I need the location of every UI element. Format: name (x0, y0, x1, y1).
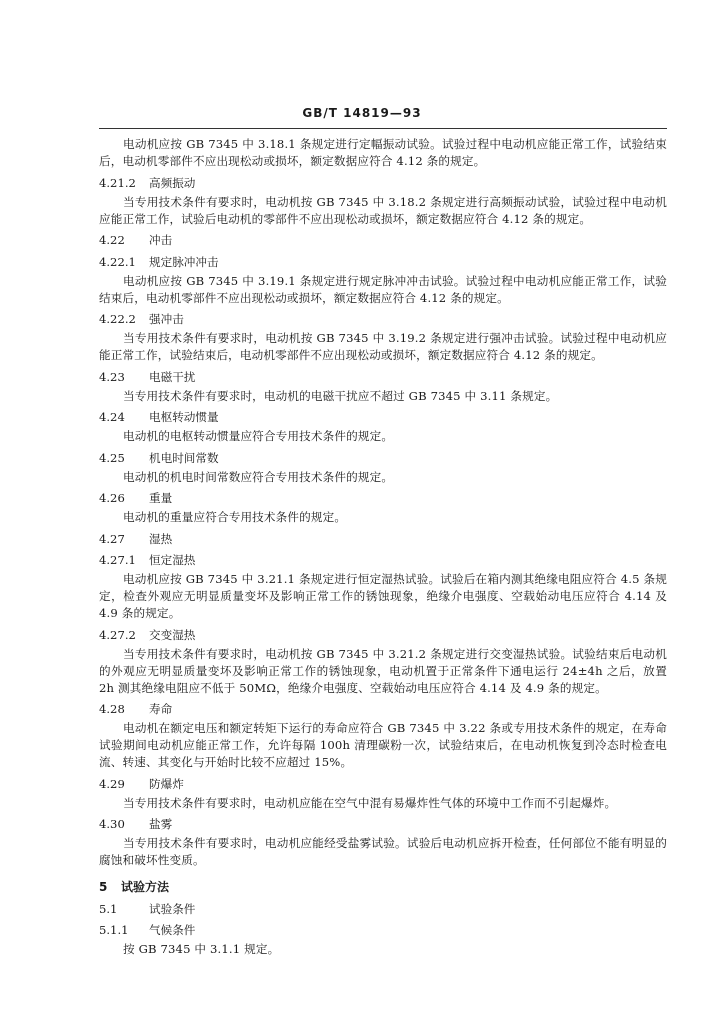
heading-number: 5.1.1 (99, 923, 129, 937)
heading-number: 4.27.1 (99, 553, 136, 567)
paragraph-4-29: 当专用技术条件有要求时，电动机应能在空气中混有易爆炸性气体的环境中工作而不引起爆炸。 (123, 795, 617, 810)
paragraph-4-24: 电动机的电枢转动惯量应符合专用技术条件的规定。 (123, 429, 394, 443)
heading-title: 盐雾 (149, 817, 173, 831)
heading-number: 4.22 (99, 233, 125, 247)
heading-4-27-1 (99, 552, 667, 569)
heading-4-24 (99, 409, 667, 426)
heading-title: 高频振动 (149, 175, 196, 190)
heading-4-23 (99, 369, 667, 386)
paragraph-4-30: 当专用技术条件有要求时，电动机应能经受盐雾试验。试验后电动机应拆开检查，任何部位不能有明显的腐蚀和破坏性变质。 (99, 836, 667, 867)
heading-4-22-2 (99, 311, 667, 328)
paragraph-4-28: 电动机在额定电压和额定转矩下运行的寿命应符合 GB 7345 中 3.22 条或专用技术条件的规定，在寿命试验期间电动机应能正常工作，允许每隔 100h 清理碳粉一次，试验结束后，在电动机恢复到冷态时检查电流、转速、其变化与开始时比较不应超过 15%。 (99, 721, 667, 769)
heading-title: 机电时间常数 (149, 450, 219, 465)
paragraph-4-22-2: 当专用技术条件有要求时，电动机按 GB 7345 中 3.19.2 条规定进行强冲击试验。试验过程中电动机应能正常工作，试验结束后，电动机零部件不应出现松动或损坏，额定数据应符合 4.12 条的规定。 (99, 331, 667, 362)
heading-4-26 (99, 490, 667, 507)
heading-4-22-1 (99, 254, 667, 271)
heading-title: 试验条件 (149, 901, 196, 916)
document-body (99, 136, 667, 958)
heading-title: 重量 (149, 491, 173, 505)
heading-title: 电枢转动惯量 (149, 410, 219, 424)
heading-title: 气候条件 (149, 923, 196, 937)
paragraph-4-22-1: 电动机应按 GB 7345 中 3.19.1 条规定进行规定脉冲冲击试验。试验过程中电动机应能正常工作，试验结束后，电动机零部件不应出现松动或损坏，额定数据应符合 4.12 条的规定。 (99, 273, 667, 305)
header-divider (99, 128, 667, 129)
heading-4-29 (99, 776, 667, 793)
page-header: GB/T 14819—93 (302, 106, 422, 120)
heading-4-21-2 (99, 175, 667, 192)
heading-number: 4.27 (99, 531, 125, 546)
paragraph-4-25: 电动机的机电时间常数应符合专用技术条件的规定。 (123, 469, 394, 484)
heading-title: 寿命 (149, 702, 173, 716)
heading-4-22 (99, 232, 667, 249)
heading-title: 强冲击 (149, 312, 184, 326)
heading-number: 4.23 (99, 369, 125, 384)
heading-number: 4.30 (99, 817, 125, 831)
heading-4-30 (99, 816, 667, 833)
paragraph-4-21-1: 电动机应按 GB 7345 中 3.18.1 条规定进行定幅振动试验。试验过程中电动机应能正常工作，试验结束后，电动机零部件不应出现松动或损坏，额定数据应符合 4.12 条的规定。 (99, 137, 667, 168)
paragraph-4-21-2: 当专用技术条件有要求时，电动机按 GB 7345 中 3.18.2 条规定进行高频振动试验，试验过程中电动机应能正常工作，试验后电动机的零部件不应出现松动或损坏，额定数据应符合 4.12 条的规定。 (99, 194, 667, 226)
heading-4-25 (99, 450, 667, 467)
heading-5-1 (99, 901, 667, 918)
heading-5-1-1 (99, 922, 667, 939)
paragraph-4-27-1: 电动机应按 GB 7345 中 3.21.1 条规定进行恒定湿热试验。试验后在箱内测其绝缘电阻应符合 4.5 条规定，检查外观应无明显质量变坏及影响正常工作的锈蚀现象，绝缘介电强度、空载始动电压应符合 4.14 及 4.9 条的规定。 (99, 572, 667, 620)
heading-number: 4.22.1 (99, 254, 136, 269)
heading-number: 5.1 (99, 901, 118, 916)
paragraph-4-27-2: 当专用技术条件有要求时，电动机按 GB 7345 中 3.21.2 条规定进行交变湿热试验。试验结束后电动机的外观应无明显质量变坏及影响正常工作的锈蚀现象，电动机置于正常条件下通电运行 24±4h 之后，放置 2h 测其绝缘电阻应不低于 50MΩ，绝缘介电强度、空载始动电压应符合 4.14 及 4.9 条的规定。 (99, 646, 667, 695)
paragraph-4-23: 当专用技术条件有要求时，电动机的电磁干扰应不超过 GB 7345 中 3.11 条规定。 (123, 388, 558, 403)
heading-number: 4.25 (99, 450, 125, 465)
section-5-heading (99, 879, 667, 896)
heading-number: 4.24 (99, 410, 125, 424)
heading-title: 规定脉冲冲击 (149, 254, 219, 269)
heading-number: 4.28 (99, 702, 125, 716)
heading-title: 电磁干扰 (149, 369, 196, 384)
heading-number: 4.21.2 (99, 175, 136, 190)
heading-4-27-2 (99, 627, 667, 644)
heading-4-28 (99, 701, 667, 718)
heading-title: 湿热 (149, 531, 173, 546)
section-number: 5 (99, 880, 108, 894)
section-title: 试验方法 (121, 880, 170, 894)
heading-number: 4.22.2 (99, 312, 136, 326)
heading-title: 交变湿热 (149, 627, 196, 642)
heading-number: 4.29 (99, 776, 125, 791)
heading-title: 冲击 (149, 233, 173, 247)
paragraph-5-1-1: 按 GB 7345 中 3.1.1 规定。 (123, 942, 280, 956)
heading-title: 防爆炸 (149, 776, 184, 791)
heading-4-27 (99, 531, 667, 548)
heading-number: 4.27.2 (99, 627, 136, 642)
heading-number: 4.26 (99, 491, 125, 505)
heading-title: 恒定湿热 (149, 553, 196, 567)
paragraph-4-26: 电动机的重量应符合专用技术条件的规定。 (123, 510, 347, 524)
